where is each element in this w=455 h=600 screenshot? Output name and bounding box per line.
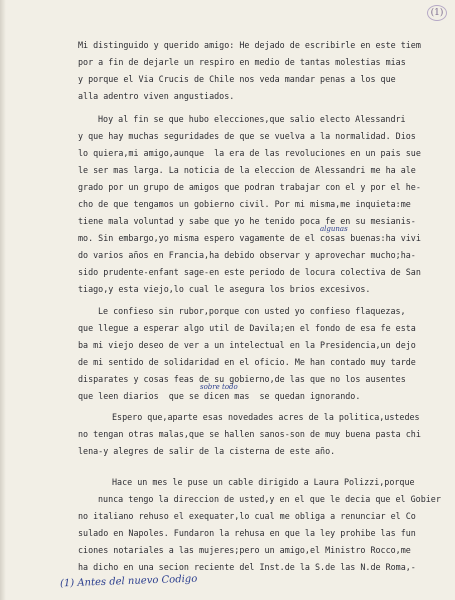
text-line: y porque el Via Crucis de Chile nos veda mandar penas a los que [78, 74, 396, 84]
text-line: Hace un mes le puse un cable dirigido a Laura Polizzi,porque [112, 477, 415, 487]
text-line: ba mi viejo deseo de ver a un intelectual en la Presidencia,un dejo [78, 340, 416, 350]
text-line: y que hay muchas seguridades de que se vuelva a la normalidad. Dios [78, 131, 416, 141]
text-line: Mi distinguido y querido amigo: He dejado de escribirle en este tiem [78, 40, 421, 50]
text-line: Espero que,aparte esas novedades acres de la politica,ustedes [112, 412, 420, 422]
text-line: disparates y cosas feas de su gobierno,de las que no los ausentes [78, 374, 406, 384]
text-line: ciones notariales a las mujeres;pero un amigo,el Ministro Rocco,me [78, 545, 411, 555]
text-line: Hoy al fin se que hubo elecciones,que salio electo Alessandri [98, 114, 406, 124]
text-line: lena-y alegres de salir de la cisterna de este año. [78, 446, 336, 456]
text-line: le ser mas larga. La noticia de la eleccion de Alessandri me ha ale [78, 165, 416, 175]
text-line: lo quiera,mi amigo,aunque la era de las revoluciones en un pais sue [78, 148, 421, 158]
text-line: grado por un grupo de amigos que podran trabajar con el y por el he- [78, 182, 421, 192]
text-line: do varios años en Francia,ha debido observar y aprovechar mucho;ha- [78, 250, 416, 260]
text-line: nunca tengo la direccion de usted,y en el que le decia que el Gobier [98, 494, 441, 504]
text-line: sido prudente-enfant sage-en este periodo de locura colectiva de San [78, 267, 421, 277]
text-line: no italiano rehuso el exequater,lo cual me obliga a renunciar el Co [78, 511, 416, 521]
page-number: (1) [427, 5, 447, 21]
text-line: ha dicho en una secion reciente del Inst.de la S.de las N.de Roma,- [78, 562, 416, 572]
handwritten-margin-note: (1) Antes del nuevo Codigo [59, 573, 198, 590]
handwritten-insert-algunas: algunas [320, 225, 348, 233]
text-line: por a fin de dejarle un respiro en medio de tantas molestias mias [78, 57, 406, 67]
text-line: Le confieso sin rubor,porque con usted yo confieso flaquezas, [98, 306, 406, 316]
text-line: no tengan otras malas,que se hallen sanos-son de muy buena pasta chi [78, 429, 421, 439]
text-line: mo. Sin embargo,yo misma espero vagamente de el cosas buenas:ha vivi [78, 233, 421, 243]
text-line: alla adentro viven angustiados. [78, 91, 235, 101]
text-line: que llegue a esperar algo util de Davila;en el fondo de esa fe esta [78, 323, 416, 333]
text-line: que leen diarios que se dicen mas se quedan ignorando. [78, 391, 361, 401]
handwritten-insert-sobre-todo: sobre todo [200, 383, 238, 391]
text-line: de mi sentido de solidaridad en el oficio. Me han contado muy tarde [78, 357, 416, 367]
text-line: cho de que tengamos un gobierno civil. Por mi misma,me inquieta:me [78, 199, 411, 209]
text-line: tiago,y esta viejo,lo cual le asegura los brios excesivos. [78, 284, 371, 294]
text-line: tiene mala voluntad y sabe que yo he tenido poca fe en su mesianis- [78, 216, 416, 226]
text-line: sulado en Napoles. Fundaron la rehusa en que la ley prohibe las fun [78, 528, 416, 538]
